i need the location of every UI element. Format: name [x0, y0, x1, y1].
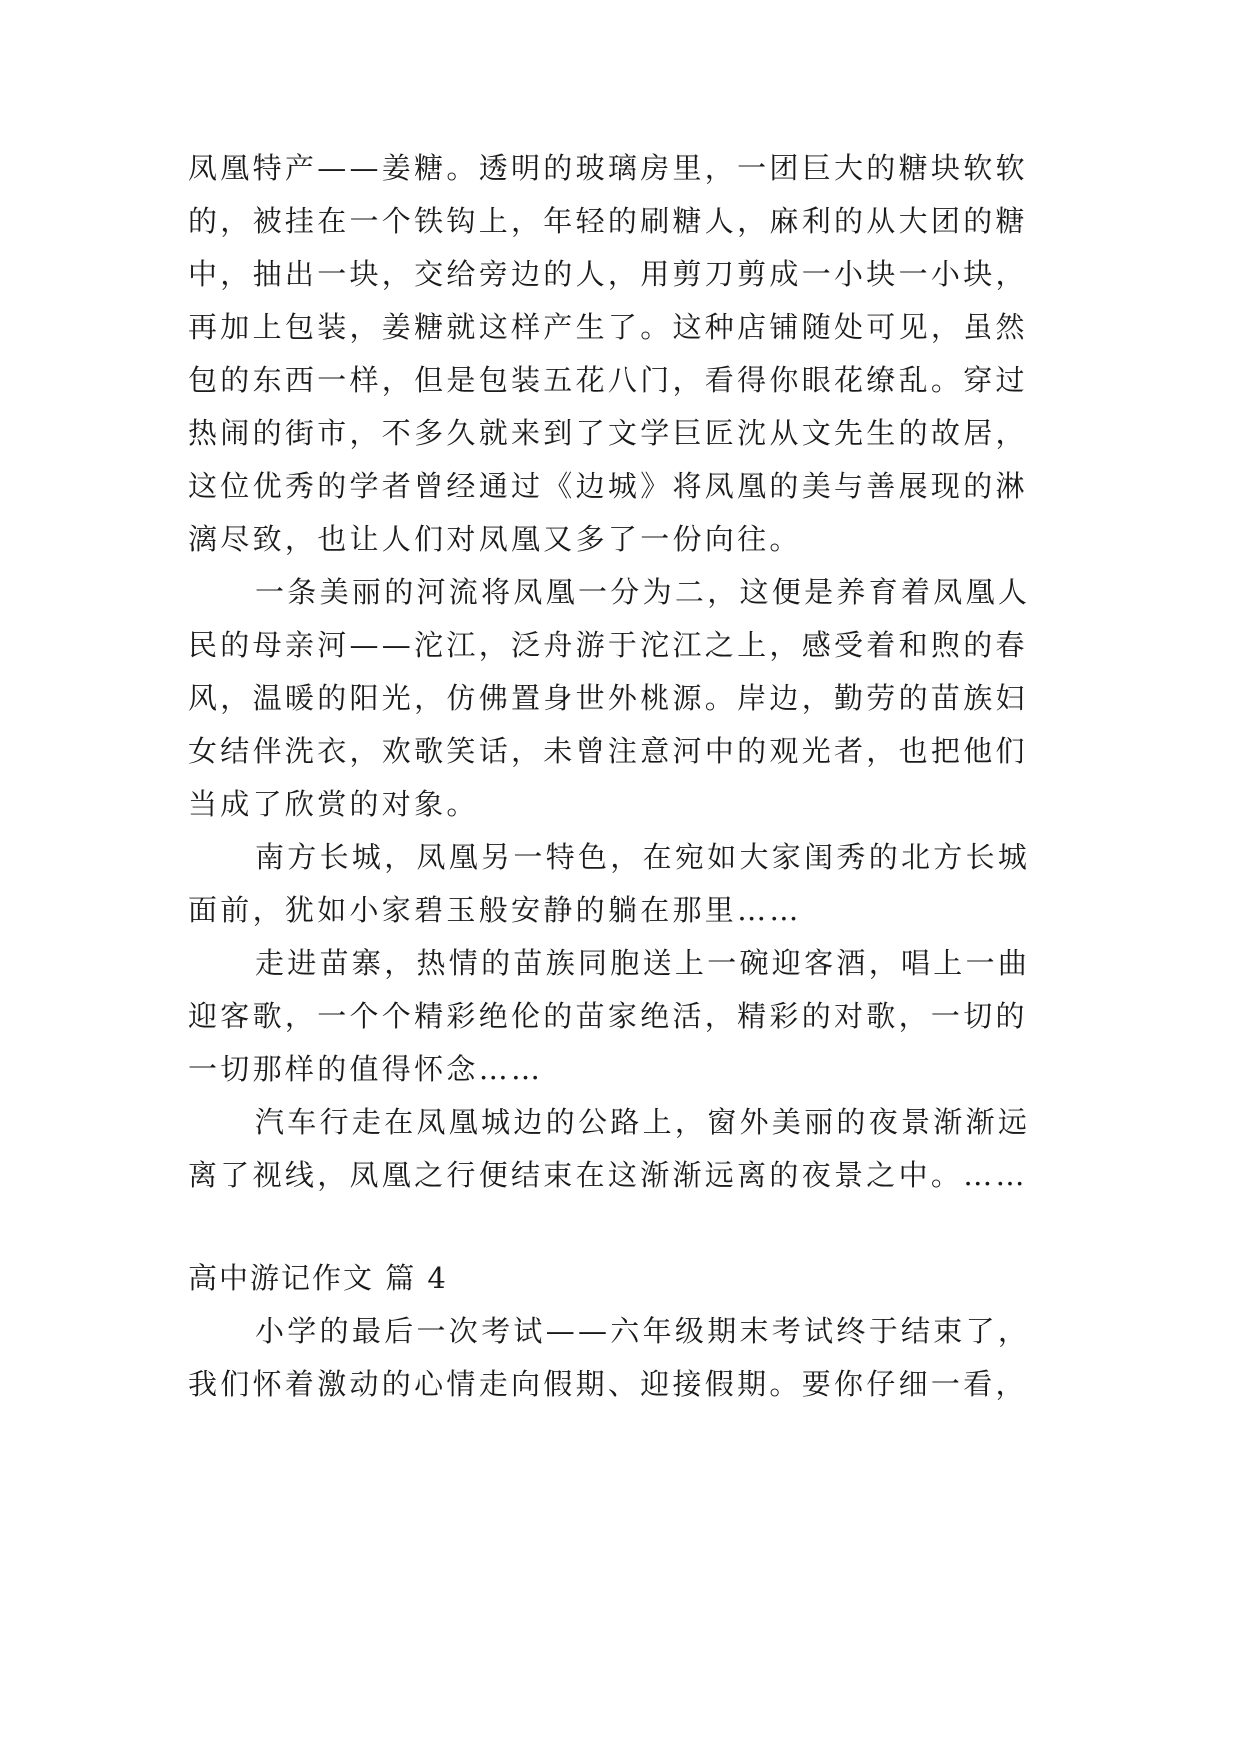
text-line: 一切那样的值得怀念……	[188, 1052, 544, 1086]
text-line: 面前，犹如小家碧玉般安静的躺在那里……	[188, 893, 802, 927]
section-heading: 高中游记作文 篇 4	[188, 1261, 448, 1295]
text-line: 离了视线，凤凰之行便结束在这渐渐远离的夜景之中。……	[188, 1158, 1028, 1192]
paragraph-first-line: 走进苗寨，热情的苗族同胞送上一碗迎客酒，唱上一曲	[255, 946, 1031, 980]
text-line: 漓尽致，也让人们对凤凰又多了一份向往。	[188, 522, 802, 556]
paragraph-first-line: 小学的最后一次考试——六年级期末考试终于结束了，	[255, 1314, 1031, 1348]
text-line: 再加上包装，姜糖就这样产生了。这种店铺随处可见，虽然	[188, 310, 1028, 344]
text-line: 热闹的街市，不多久就来到了文学巨匠沈从文先生的故居，	[188, 416, 1028, 450]
text-line: 我们怀着激动的心情走向假期、迎接假期。要你仔细一看，	[188, 1367, 1028, 1401]
text-line: 民的母亲河——沱江，泛舟游于沱江之上，感受着和煦的春	[188, 628, 1028, 662]
text-line: 这位优秀的学者曾经通过《边城》将凤凰的美与善展现的淋	[188, 469, 1028, 503]
text-line: 当成了欣赏的对象。	[188, 787, 479, 821]
text-line: 迎客歌，一个个精彩绝伦的苗家绝活，精彩的对歌，一切的	[188, 999, 1028, 1033]
text-line: 风，温暖的阳光，仿佛置身世外桃源。岸边，勤劳的苗族妇	[188, 681, 1028, 715]
text-line: 中，抽出一块，交给旁边的人，用剪刀剪成一小块一小块，	[188, 257, 1028, 291]
text-line: 女结伴洗衣，欢歌笑话，未曾注意河中的观光者，也把他们	[188, 734, 1028, 768]
text-line: 凤凰特产——姜糖。透明的玻璃房里，一团巨大的糖块软软	[188, 151, 1028, 185]
paragraph-first-line: 汽车行走在凤凰城边的公路上，窗外美丽的夜景渐渐远	[255, 1105, 1031, 1139]
paragraph-first-line: 南方长城，凤凰另一特色，在宛如大家闺秀的北方长城	[255, 840, 1031, 874]
paragraph-first-line: 一条美丽的河流将凤凰一分为二，这便是养育着凤凰人	[255, 575, 1031, 609]
text-line: 的，被挂在一个铁钩上，年轻的刷糖人，麻利的从大团的糖	[188, 204, 1028, 238]
text-line: 包的东西一样，但是包装五花八门，看得你眼花缭乱。穿过	[188, 363, 1028, 397]
